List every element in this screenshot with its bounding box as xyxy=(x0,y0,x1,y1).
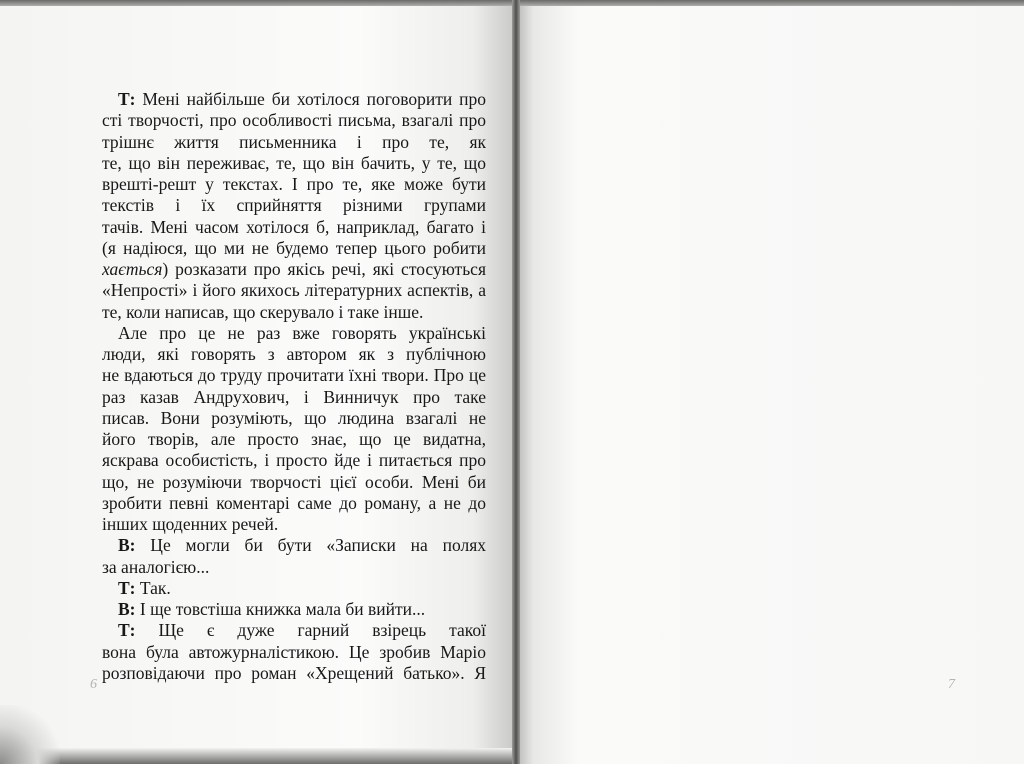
text-segment: люди, які говорять з автором як з публічною xyxy=(102,344,486,364)
speaker-marker: Т: xyxy=(118,620,136,641)
text-segment: ) розказати про якісь речі, які стосуються xyxy=(162,259,486,279)
speaker-marker: Т: xyxy=(118,577,136,598)
left-page xyxy=(0,6,514,764)
text-segment: Мені найбільше би хотілося поговорити про xyxy=(142,89,486,109)
text-segment: Так. xyxy=(135,577,171,598)
text-segment: раз казав Андрухович, і Винничук про таке xyxy=(102,386,486,407)
text-segment: те, коли написав, що скерувало і таке інше. xyxy=(102,301,424,322)
page-number-left: 6 xyxy=(90,677,97,692)
text-segment: І ще товстіша книжка мала би вийти... xyxy=(135,599,426,619)
text-segment: за аналогією... xyxy=(102,556,210,577)
text-segment: трішнє життя письменника і про те, як xyxy=(102,131,486,152)
text-segment: сті творчості, про особливості письма, взагалі про xyxy=(102,110,486,131)
text-segment: зробити певні коментарі саме до роману, а не до xyxy=(102,492,486,513)
text-segment: Ще є дуже гарний взірець такої xyxy=(158,620,486,641)
stage-direction: хається xyxy=(102,259,163,279)
text-segment: розповідаючи про роман «Хрещений батько». Я xyxy=(102,662,486,683)
text-segment: писав. Вони розуміють, що людина взагалі не xyxy=(102,407,486,428)
text-segment: текстів і їх сприйняття різними групами xyxy=(102,195,486,216)
book-gutter xyxy=(512,0,520,764)
text-segment: яскрава особистість, і просто йде і питається про xyxy=(102,450,486,471)
speaker-marker: В: xyxy=(118,535,136,556)
text-segment: те, що він переживає, те, що він бачить, у те, що xyxy=(102,152,486,173)
right-page xyxy=(518,6,1024,764)
text-segment: «Непрості» і його якихось літературних аспектів, а xyxy=(102,280,486,301)
speaker-marker: Т: xyxy=(118,89,136,109)
speaker-marker: В: xyxy=(118,599,136,619)
text-segment: не вдаються до труду прочитати їхні твори. Про це xyxy=(102,365,486,386)
page-corner-shadow xyxy=(0,705,60,764)
scan-bottom-edge xyxy=(0,748,512,764)
text-segment: інших щоденних речей. xyxy=(102,514,279,534)
page-number-right: 7 xyxy=(948,677,955,692)
text-segment: Це могли би бути «Записки на полях xyxy=(150,535,486,556)
text-segment: Але про це не раз вже говорять українські xyxy=(118,322,486,343)
text-line xyxy=(102,660,486,686)
text-segment: вона була автожурналістикою. Це зробив Маріо xyxy=(102,641,486,662)
text-segment: його творів, але просто знає, що це видатна, xyxy=(102,429,486,449)
text-segment: що, не розуміючи творчості цієї особи. Мені би xyxy=(102,471,486,492)
text-segment: (я надіюся, що ми не будемо тепер цього робити xyxy=(102,237,486,258)
text-segment: врешті-решт у текстах. І про те, яке може бути xyxy=(102,174,486,194)
text-segment: тачів. Мені часом хотілося б, наприклад, багато і xyxy=(102,216,486,237)
